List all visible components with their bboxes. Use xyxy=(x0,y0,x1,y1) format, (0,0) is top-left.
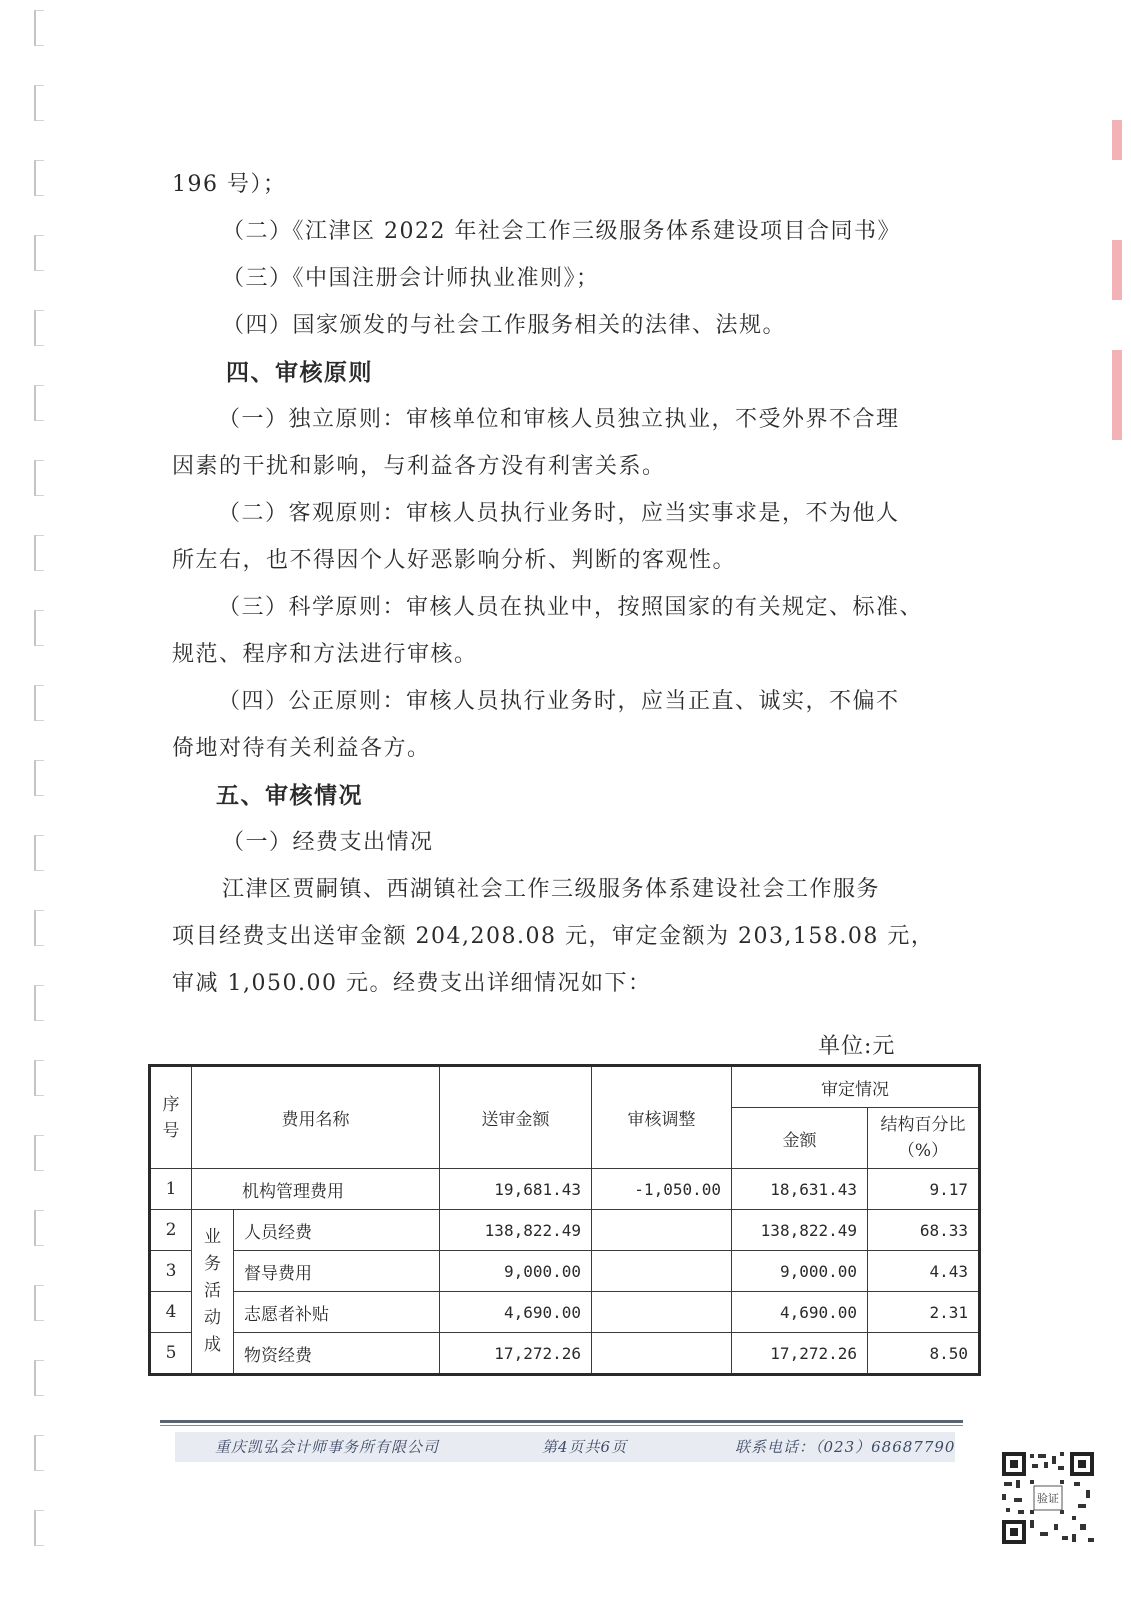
principle-4-line2: 倚地对待有关利益各方。 xyxy=(172,736,431,761)
table-row xyxy=(150,1251,980,1292)
principle-1-line2: 因素的干扰和影响，与利益各方没有利害关系。 xyxy=(172,454,666,479)
row-no: 1 xyxy=(150,1169,192,1210)
row-no: 2 xyxy=(150,1210,192,1251)
row-adjust xyxy=(592,1333,732,1375)
row-no: 5 xyxy=(150,1333,192,1375)
principle-4-line1: （四）公正原则：审核人员执行业务时，应当正直、诚实，不偏不 xyxy=(218,689,900,714)
row-amount: 18,631.43 xyxy=(732,1169,868,1210)
principle-2-line2: 所左右，也不得因个人好恶影响分析、判断的客观性。 xyxy=(172,548,737,573)
red-seal-fragment xyxy=(1112,120,1126,460)
basis-item-2: （二）《江津区 2022 年社会工作三级服务体系建设项目合同书》 xyxy=(222,219,901,244)
text-line: 196 号）； xyxy=(172,172,287,197)
header-submitted: 送审金额 xyxy=(440,1066,592,1169)
summary-line2: 项目经费支出送审金额 204,208.08 元，审定金额为 203,158.08 元， xyxy=(172,924,935,949)
row-name: 物资经费 xyxy=(234,1333,440,1375)
footer-phone: 联系电话：（023）68687790 xyxy=(735,1438,956,1456)
principle-2-line1: （二）客观原则：审核人员执行业务时，应当实事求是，不为他人 xyxy=(218,501,900,526)
row-percent: 8.50 xyxy=(868,1333,980,1375)
unit-label: 单位:元 xyxy=(818,1034,896,1059)
section-heading-4: 四、审核原则 xyxy=(226,359,373,386)
row-adjust: -1,050.00 xyxy=(592,1169,732,1210)
header-approved: 审定情况 xyxy=(732,1066,980,1108)
table-row xyxy=(150,1169,980,1210)
basis-item-3: （三）《中国注册会计师执业准则》； xyxy=(222,266,600,291)
row-name: 志愿者补贴 xyxy=(234,1292,440,1333)
footer-divider xyxy=(160,1420,963,1423)
header-amount: 金额 xyxy=(732,1108,868,1169)
summary-line3: 审减 1,050.00 元。经费支出详细情况如下： xyxy=(172,971,652,996)
row-adjust xyxy=(592,1292,732,1333)
header-adjust: 审核调整 xyxy=(592,1066,732,1169)
qr-center-label: 验证 xyxy=(1037,1492,1059,1505)
table-row xyxy=(150,1292,980,1333)
binding-holes xyxy=(30,0,46,1600)
subheading-expenditure: （一）经费支出情况 xyxy=(222,830,434,855)
principle-1-line1: （一）独立原则：审核单位和审核人员独立执业，不受外界不合理 xyxy=(218,407,900,432)
expense-table xyxy=(148,1064,981,1376)
row-percent: 9.17 xyxy=(868,1169,980,1210)
summary-line1: 江津区贾嗣镇、西湖镇社会工作三级服务体系建设社会工作服务 xyxy=(222,877,881,902)
row-submitted: 9,000.00 xyxy=(440,1251,592,1292)
footer-divider-thin xyxy=(160,1425,963,1426)
row-submitted: 17,272.26 xyxy=(440,1333,592,1375)
group-label-business: 业 务 活 动 成 xyxy=(192,1210,234,1375)
section-heading-5: 五、审核情况 xyxy=(216,782,363,809)
table-row xyxy=(150,1210,980,1251)
row-submitted: 4,690.00 xyxy=(440,1292,592,1333)
row-adjust xyxy=(592,1251,732,1292)
row-amount: 9,000.00 xyxy=(732,1251,868,1292)
header-name: 费用名称 xyxy=(192,1066,440,1169)
footer-page-number: 第4页共6页 xyxy=(542,1438,628,1456)
row-submitted: 19,681.43 xyxy=(440,1169,592,1210)
principle-3-line1: （三）科学原则：审核人员在执业中，按照国家的有关规定、标准、 xyxy=(218,595,924,620)
row-percent: 4.43 xyxy=(868,1251,980,1292)
row-amount: 17,272.26 xyxy=(732,1333,868,1375)
row-percent: 2.31 xyxy=(868,1292,980,1333)
header-no: 序号 xyxy=(150,1066,192,1169)
principle-3-line2: 规范、程序和方法进行审核。 xyxy=(172,642,478,667)
header-percent: 结构百分比（%） xyxy=(868,1108,980,1169)
row-submitted: 138,822.49 xyxy=(440,1210,592,1251)
row-amount: 138,822.49 xyxy=(732,1210,868,1251)
row-no: 3 xyxy=(150,1251,192,1292)
row-name: 督导费用 xyxy=(234,1251,440,1292)
row-adjust xyxy=(592,1210,732,1251)
verification-qr-code xyxy=(1000,1450,1096,1546)
row-name: 机构管理费用 xyxy=(192,1169,440,1210)
row-percent: 68.33 xyxy=(868,1210,980,1251)
row-no: 4 xyxy=(150,1292,192,1333)
table-row xyxy=(150,1333,980,1375)
row-amount: 4,690.00 xyxy=(732,1292,868,1333)
footer-company: 重庆凯弘会计师事务所有限公司 xyxy=(215,1438,440,1456)
row-name: 人员经费 xyxy=(234,1210,440,1251)
basis-item-4: （四）国家颁发的与社会工作服务相关的法律、法规。 xyxy=(222,313,787,338)
